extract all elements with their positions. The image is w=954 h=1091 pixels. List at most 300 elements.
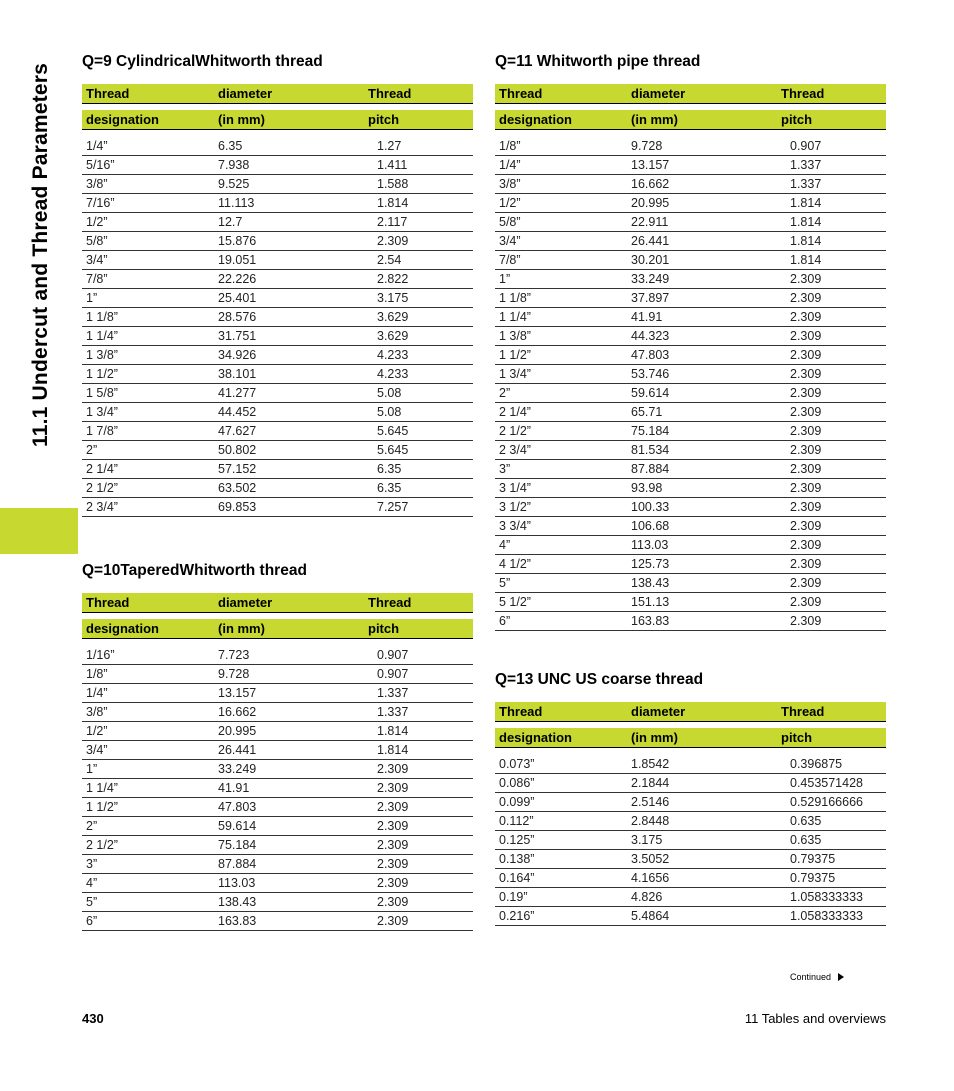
table-header-row-1 bbox=[82, 84, 473, 104]
header-in-mm: (in mm) bbox=[631, 112, 678, 127]
cell-diameter: 75.184 bbox=[218, 838, 257, 852]
table-row bbox=[82, 403, 473, 422]
table-row bbox=[82, 479, 473, 498]
cell-designation: 0.073” bbox=[499, 757, 535, 771]
cell-designation: 2 3/4” bbox=[86, 500, 118, 514]
cell-pitch: 2.309 bbox=[790, 614, 822, 628]
cell-designation: 1/4” bbox=[86, 686, 108, 700]
table-row bbox=[495, 517, 886, 536]
table-row bbox=[82, 741, 473, 760]
cell-designation: 4 1/2” bbox=[499, 557, 531, 571]
table-header-row-1 bbox=[82, 593, 473, 613]
table-row bbox=[495, 555, 886, 574]
table-row bbox=[495, 774, 886, 793]
cell-pitch: 5.645 bbox=[377, 443, 409, 457]
cell-diameter: 75.184 bbox=[631, 424, 670, 438]
table-row bbox=[82, 422, 473, 441]
table-row bbox=[82, 893, 473, 912]
header-thread-2: Thread bbox=[781, 704, 825, 719]
chapter-tab-marker bbox=[0, 508, 78, 554]
table-row bbox=[82, 684, 473, 703]
cell-designation: 3” bbox=[86, 857, 98, 871]
cell-pitch: 2.309 bbox=[790, 348, 822, 362]
cell-pitch: 2.309 bbox=[790, 557, 822, 571]
cell-diameter: 22.911 bbox=[631, 215, 669, 229]
cell-pitch: 0.635 bbox=[790, 814, 822, 828]
cell-diameter: 87.884 bbox=[218, 857, 257, 871]
cell-pitch: 1.814 bbox=[790, 215, 822, 229]
cell-pitch: 0.907 bbox=[377, 667, 409, 681]
cell-diameter: 87.884 bbox=[631, 462, 670, 476]
header-pitch: pitch bbox=[368, 621, 400, 636]
table-row bbox=[82, 646, 473, 665]
cell-diameter: 100.33 bbox=[631, 500, 670, 514]
cell-pitch: 1.814 bbox=[377, 743, 409, 757]
cell-designation: 6” bbox=[86, 914, 98, 928]
cell-designation: 5/16” bbox=[86, 158, 115, 172]
cell-diameter: 125.73 bbox=[631, 557, 670, 571]
table-row bbox=[82, 441, 473, 460]
cell-designation: 1 3/8” bbox=[499, 329, 531, 343]
cell-pitch: 2.822 bbox=[377, 272, 409, 286]
cell-pitch: 0.635 bbox=[790, 833, 822, 847]
cell-designation: 7/8” bbox=[499, 253, 521, 267]
cell-designation: 1” bbox=[86, 291, 98, 305]
cell-designation: 6” bbox=[499, 614, 511, 628]
cell-designation: 2 1/4” bbox=[86, 462, 118, 476]
cell-diameter: 3.175 bbox=[631, 833, 663, 847]
cell-pitch: 2.309 bbox=[377, 762, 409, 776]
cell-pitch: 4.233 bbox=[377, 367, 409, 381]
table-row bbox=[82, 836, 473, 855]
table-row bbox=[495, 270, 886, 289]
table-row bbox=[82, 665, 473, 684]
table-body bbox=[82, 137, 473, 517]
cell-diameter: 138.43 bbox=[218, 895, 257, 909]
cell-diameter: 13.157 bbox=[218, 686, 257, 700]
cell-diameter: 2.5146 bbox=[631, 795, 670, 809]
cell-designation: 2 1/4” bbox=[499, 405, 531, 419]
cell-pitch: 3.629 bbox=[377, 310, 409, 324]
cell-pitch: 6.35 bbox=[377, 462, 402, 476]
cell-designation: 3/8” bbox=[499, 177, 521, 191]
table-row bbox=[82, 175, 473, 194]
table-row bbox=[82, 855, 473, 874]
cell-pitch: 1.337 bbox=[377, 686, 409, 700]
cell-designation: 7/16” bbox=[86, 196, 115, 210]
cell-diameter: 12.7 bbox=[218, 215, 243, 229]
cell-diameter: 41.277 bbox=[218, 386, 257, 400]
cell-pitch: 0.79375 bbox=[790, 871, 836, 885]
table-row bbox=[82, 384, 473, 403]
cell-diameter: 25.401 bbox=[218, 291, 257, 305]
section-title: Q=13 UNC US coarse thread bbox=[495, 671, 704, 688]
table-row bbox=[82, 498, 473, 517]
table-row bbox=[495, 793, 886, 812]
cell-designation: 1 1/4” bbox=[86, 329, 118, 343]
table-row bbox=[495, 251, 886, 270]
cell-pitch: 2.309 bbox=[377, 838, 409, 852]
cell-diameter: 163.83 bbox=[631, 614, 670, 628]
table-row bbox=[82, 798, 473, 817]
table-header-row-2 bbox=[495, 728, 886, 748]
cell-diameter: 28.576 bbox=[218, 310, 257, 324]
cell-diameter: 1.8542 bbox=[631, 757, 670, 771]
cell-diameter: 69.853 bbox=[218, 500, 257, 514]
cell-pitch: 1.411 bbox=[377, 158, 408, 172]
cell-diameter: 33.249 bbox=[631, 272, 670, 286]
cell-diameter: 5.4864 bbox=[631, 909, 670, 923]
cell-pitch: 2.309 bbox=[790, 538, 822, 552]
cell-designation: 7/8” bbox=[86, 272, 108, 286]
cell-designation: 3/8” bbox=[86, 177, 108, 191]
cell-designation: 2” bbox=[499, 386, 511, 400]
header-in-mm: (in mm) bbox=[218, 112, 265, 127]
cell-designation: 5 1/2” bbox=[499, 595, 531, 609]
cell-pitch: 2.309 bbox=[790, 462, 822, 476]
cell-pitch: 0.907 bbox=[377, 648, 409, 662]
cell-designation: 5” bbox=[499, 576, 511, 590]
cell-pitch: 1.337 bbox=[790, 177, 822, 191]
cell-pitch: 1.814 bbox=[790, 253, 822, 267]
cell-diameter: 6.35 bbox=[218, 139, 243, 153]
cell-pitch: 2.309 bbox=[377, 800, 409, 814]
cell-pitch: 1.058333333 bbox=[790, 909, 863, 923]
cell-diameter: 93.98 bbox=[631, 481, 663, 495]
table-row bbox=[82, 232, 473, 251]
cell-pitch: 5.645 bbox=[377, 424, 409, 438]
cell-designation: 3/4” bbox=[86, 253, 108, 267]
cell-diameter: 59.614 bbox=[218, 819, 257, 833]
table-header-row-2 bbox=[82, 110, 473, 130]
cell-pitch: 2.309 bbox=[790, 424, 822, 438]
table-row bbox=[82, 365, 473, 384]
cell-pitch: 2.309 bbox=[790, 595, 822, 609]
cell-pitch: 2.309 bbox=[377, 895, 409, 909]
cell-diameter: 113.03 bbox=[631, 538, 669, 552]
right-arrow-icon bbox=[838, 973, 844, 981]
cell-diameter: 151.13 bbox=[631, 595, 670, 609]
cell-designation: 3/4” bbox=[499, 234, 521, 248]
table-row bbox=[495, 831, 886, 850]
cell-pitch: 2.309 bbox=[377, 876, 409, 890]
cell-designation: 1 3/4” bbox=[86, 405, 118, 419]
cell-designation: 1 5/8” bbox=[86, 386, 118, 400]
cell-designation: 1 1/2” bbox=[499, 348, 531, 362]
table-row bbox=[495, 422, 886, 441]
table-body bbox=[495, 137, 886, 631]
cell-diameter: 26.441 bbox=[631, 234, 670, 248]
cell-pitch: 2.309 bbox=[790, 367, 822, 381]
cell-pitch: 1.814 bbox=[790, 234, 822, 248]
table-row bbox=[495, 213, 886, 232]
cell-diameter: 31.751 bbox=[218, 329, 257, 343]
cell-diameter: 63.502 bbox=[218, 481, 257, 495]
cell-pitch: 2.309 bbox=[377, 234, 409, 248]
table-row bbox=[495, 869, 886, 888]
table-body bbox=[495, 755, 886, 926]
section-title: Q=11 Whitworth pipe thread bbox=[495, 53, 701, 70]
header-designation: designation bbox=[86, 112, 159, 127]
section-q13 bbox=[495, 670, 886, 926]
cell-pitch: 0.907 bbox=[790, 139, 822, 153]
cell-pitch: 1.27 bbox=[377, 139, 402, 153]
table-row bbox=[495, 289, 886, 308]
cell-pitch: 5.08 bbox=[377, 386, 402, 400]
table-row bbox=[495, 327, 886, 346]
table-row bbox=[495, 460, 886, 479]
table-row bbox=[495, 346, 886, 365]
cell-designation: 4” bbox=[499, 538, 511, 552]
cell-diameter: 65.71 bbox=[631, 405, 663, 419]
cell-designation: 0.099” bbox=[499, 795, 535, 809]
header-diameter: diameter bbox=[631, 704, 686, 719]
cell-designation: 5/8” bbox=[86, 234, 108, 248]
chapter-footer: 11 Tables and overviews bbox=[744, 1011, 886, 1026]
cell-designation: 0.112” bbox=[499, 814, 534, 828]
section-q10 bbox=[82, 561, 473, 931]
cell-designation: 2 1/2” bbox=[499, 424, 531, 438]
cell-designation: 1/8” bbox=[499, 139, 521, 153]
cell-pitch: 2.54 bbox=[377, 253, 402, 267]
table-row bbox=[495, 479, 886, 498]
cell-designation: 3/4” bbox=[86, 743, 108, 757]
header-in-mm: (in mm) bbox=[218, 621, 265, 636]
cell-diameter: 44.323 bbox=[631, 329, 670, 343]
cell-designation: 4” bbox=[86, 876, 98, 890]
cell-diameter: 7.938 bbox=[218, 158, 250, 172]
cell-diameter: 37.897 bbox=[631, 291, 670, 305]
cell-diameter: 2.1844 bbox=[631, 776, 670, 790]
cell-designation: 0.19” bbox=[499, 890, 528, 904]
cell-pitch: 1.058333333 bbox=[790, 890, 863, 904]
cell-designation: 1 1/2” bbox=[86, 367, 118, 381]
cell-diameter: 50.802 bbox=[218, 443, 257, 457]
cell-pitch: 2.309 bbox=[377, 781, 409, 795]
cell-pitch: 0.453571428 bbox=[790, 776, 863, 790]
cell-diameter: 26.441 bbox=[218, 743, 257, 757]
cell-diameter: 19.051 bbox=[218, 253, 257, 267]
table-row bbox=[82, 270, 473, 289]
cell-diameter: 38.101 bbox=[218, 367, 257, 381]
cell-designation: 1/2” bbox=[86, 215, 108, 229]
cell-designation: 1 3/8” bbox=[86, 348, 118, 362]
table-row bbox=[495, 194, 886, 213]
table-row bbox=[82, 703, 473, 722]
header-thread: Thread bbox=[499, 86, 543, 101]
cell-diameter: 7.723 bbox=[218, 648, 250, 662]
cell-diameter: 113.03 bbox=[218, 876, 256, 890]
table-row bbox=[495, 536, 886, 555]
cell-designation: 0.086” bbox=[499, 776, 535, 790]
section-title: Q=10TaperedWhitworth thread bbox=[82, 562, 307, 579]
table-row bbox=[82, 874, 473, 893]
table-row bbox=[495, 232, 886, 251]
cell-pitch: 1.814 bbox=[377, 196, 409, 210]
table-row bbox=[82, 779, 473, 798]
table-row bbox=[82, 194, 473, 213]
table-row bbox=[495, 175, 886, 194]
cell-diameter: 47.803 bbox=[631, 348, 670, 362]
cell-pitch: 1.588 bbox=[377, 177, 409, 191]
table-row bbox=[82, 912, 473, 931]
table-header-row-1 bbox=[495, 702, 886, 722]
header-pitch: pitch bbox=[781, 112, 813, 127]
cell-pitch: 0.396875 bbox=[790, 757, 843, 771]
cell-diameter: 9.728 bbox=[631, 139, 663, 153]
cell-diameter: 57.152 bbox=[218, 462, 257, 476]
table-row bbox=[82, 722, 473, 741]
header-pitch: pitch bbox=[781, 730, 813, 745]
continued-indicator bbox=[790, 972, 844, 982]
header-thread-2: Thread bbox=[781, 86, 825, 101]
cell-designation: 1” bbox=[499, 272, 511, 286]
cell-designation: 2 1/2” bbox=[86, 481, 118, 495]
cell-diameter: 3.5052 bbox=[631, 852, 670, 866]
cell-pitch: 2.309 bbox=[790, 519, 822, 533]
cell-designation: 0.125” bbox=[499, 833, 535, 847]
table-row bbox=[495, 308, 886, 327]
cell-pitch: 2.309 bbox=[790, 500, 822, 514]
cell-pitch: 1.337 bbox=[377, 705, 409, 719]
cell-diameter: 20.995 bbox=[218, 724, 257, 738]
table-row bbox=[495, 574, 886, 593]
cell-designation: 1 1/4” bbox=[499, 310, 531, 324]
header-thread: Thread bbox=[86, 86, 130, 101]
cell-designation: 1 3/4” bbox=[499, 367, 531, 381]
cell-diameter: 16.662 bbox=[631, 177, 670, 191]
table-row bbox=[495, 156, 886, 175]
cell-pitch: 2.309 bbox=[790, 329, 822, 343]
cell-designation: 5” bbox=[86, 895, 98, 909]
table-row bbox=[82, 817, 473, 836]
table-row bbox=[495, 365, 886, 384]
table-row bbox=[82, 760, 473, 779]
cell-designation: 3 1/4” bbox=[499, 481, 531, 495]
cell-diameter: 81.534 bbox=[631, 443, 670, 457]
cell-pitch: 7.257 bbox=[377, 500, 409, 514]
page-number: 430 bbox=[82, 1011, 104, 1026]
cell-pitch: 2.309 bbox=[377, 857, 409, 871]
cell-designation: 2 1/2” bbox=[86, 838, 118, 852]
table-row bbox=[82, 213, 473, 232]
cell-diameter: 2.8448 bbox=[631, 814, 670, 828]
cell-pitch: 2.309 bbox=[790, 272, 822, 286]
cell-diameter: 4.1656 bbox=[631, 871, 670, 885]
cell-pitch: 1.814 bbox=[790, 196, 822, 210]
cell-pitch: 2.309 bbox=[790, 481, 822, 495]
cell-diameter: 47.803 bbox=[218, 800, 257, 814]
cell-designation: 0.138” bbox=[499, 852, 535, 866]
table-row bbox=[82, 460, 473, 479]
cell-pitch: 1.814 bbox=[377, 724, 409, 738]
header-thread-2: Thread bbox=[368, 86, 412, 101]
cell-designation: 1 1/4” bbox=[86, 781, 118, 795]
cell-designation: 1/2” bbox=[86, 724, 108, 738]
table-row bbox=[495, 137, 886, 156]
table-row bbox=[82, 346, 473, 365]
table-row bbox=[495, 812, 886, 831]
cell-designation: 1/16” bbox=[86, 648, 115, 662]
cell-diameter: 11.113 bbox=[218, 196, 255, 210]
table-row bbox=[82, 308, 473, 327]
table-row bbox=[495, 612, 886, 631]
cell-diameter: 41.91 bbox=[218, 781, 250, 795]
cell-designation: 0.216” bbox=[499, 909, 535, 923]
table-header-row-2 bbox=[82, 619, 473, 639]
section-q9 bbox=[82, 52, 473, 517]
header-thread: Thread bbox=[499, 704, 543, 719]
cell-pitch: 2.309 bbox=[790, 310, 822, 324]
cell-diameter: 59.614 bbox=[631, 386, 670, 400]
table-row bbox=[495, 850, 886, 869]
header-thread-2: Thread bbox=[368, 595, 412, 610]
cell-pitch: 2.309 bbox=[790, 576, 822, 590]
cell-diameter: 20.995 bbox=[631, 196, 670, 210]
cell-designation: 1” bbox=[86, 762, 98, 776]
cell-diameter: 106.68 bbox=[631, 519, 670, 533]
table-row bbox=[82, 327, 473, 346]
header-in-mm: (in mm) bbox=[631, 730, 678, 745]
cell-diameter: 4.826 bbox=[631, 890, 663, 904]
cell-pitch: 3.175 bbox=[377, 291, 409, 305]
cell-diameter: 15.876 bbox=[218, 234, 257, 248]
cell-designation: 1/8” bbox=[86, 667, 108, 681]
cell-diameter: 33.249 bbox=[218, 762, 257, 776]
cell-pitch: 4.233 bbox=[377, 348, 409, 362]
table-header-row-1 bbox=[495, 84, 886, 104]
header-diameter: diameter bbox=[218, 86, 273, 101]
cell-designation: 2 3/4” bbox=[499, 443, 531, 457]
header-designation: designation bbox=[86, 621, 159, 636]
side-chapter-title bbox=[26, 55, 56, 455]
cell-designation: 1 1/8” bbox=[86, 310, 118, 324]
cell-diameter: 53.746 bbox=[631, 367, 670, 381]
cell-designation: 3 3/4” bbox=[499, 519, 531, 533]
cell-pitch: 1.337 bbox=[790, 158, 822, 172]
table-row bbox=[495, 384, 886, 403]
continued-label: Continued bbox=[790, 972, 832, 982]
header-pitch: pitch bbox=[368, 112, 400, 127]
cell-designation: 1/4” bbox=[499, 158, 521, 172]
table-row bbox=[495, 403, 886, 422]
cell-diameter: 9.728 bbox=[218, 667, 250, 681]
cell-designation: 3/8” bbox=[86, 705, 108, 719]
cell-diameter: 44.452 bbox=[218, 405, 257, 419]
cell-designation: 1 1/8” bbox=[499, 291, 531, 305]
cell-diameter: 47.627 bbox=[218, 424, 257, 438]
cell-designation: 3” bbox=[499, 462, 511, 476]
cell-designation: 1 7/8” bbox=[86, 424, 118, 438]
header-thread: Thread bbox=[86, 595, 130, 610]
table-header-row-2 bbox=[495, 110, 886, 130]
cell-pitch: 3.629 bbox=[377, 329, 409, 343]
cell-pitch: 5.08 bbox=[377, 405, 402, 419]
cell-diameter: 163.83 bbox=[218, 914, 257, 928]
section-q11 bbox=[495, 52, 886, 631]
table-body bbox=[82, 646, 473, 931]
cell-designation: 0.164” bbox=[499, 871, 535, 885]
cell-pitch: 2.309 bbox=[377, 819, 409, 833]
cell-designation: 1/4” bbox=[86, 139, 108, 153]
cell-diameter: 30.201 bbox=[631, 253, 670, 267]
table-row bbox=[82, 137, 473, 156]
header-diameter: diameter bbox=[631, 86, 686, 101]
table-row bbox=[495, 498, 886, 517]
table-row bbox=[82, 251, 473, 270]
cell-designation: 1 1/2” bbox=[86, 800, 118, 814]
cell-designation: 2” bbox=[86, 443, 98, 457]
